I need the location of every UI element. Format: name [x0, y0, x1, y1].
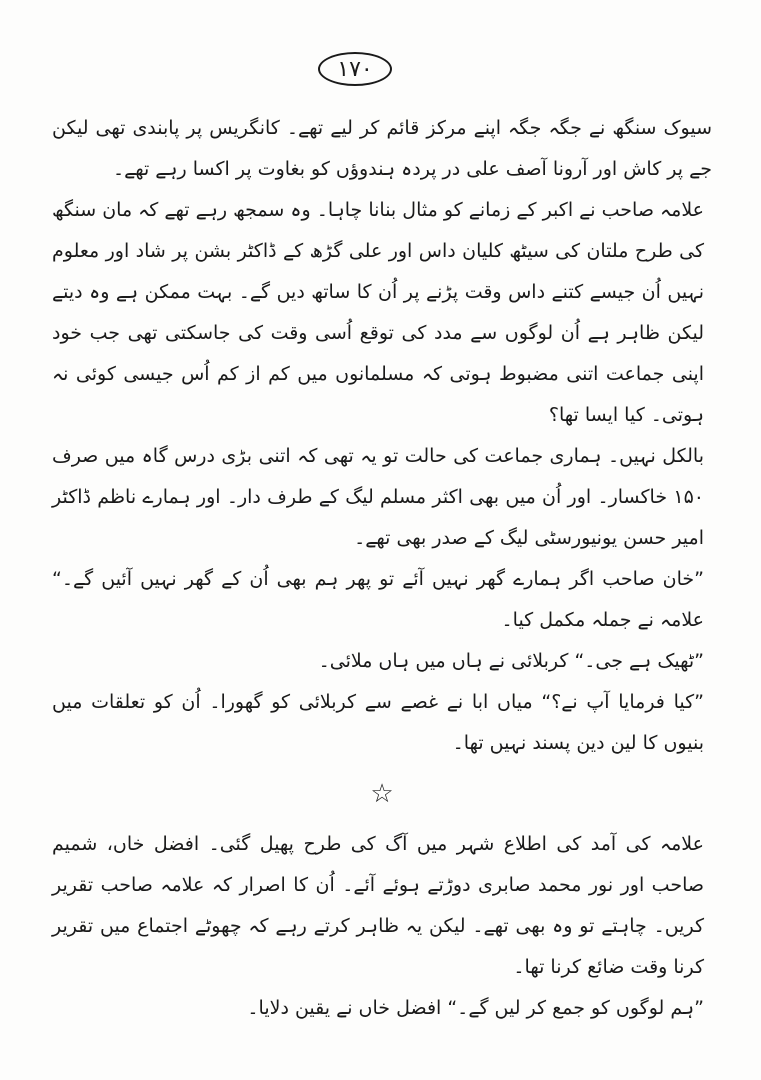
paragraph: علامہ صاحب نے اکبر کے زمانے کو مثال بنانا چاہا۔ وہ سمجھ رہے تھے کہ مان سنگھ کی طرح ملتان کی سیٹھ کلیان داس اور علی گڑھ کے ڈاکٹر بشن پر شاد اور معلوم نہیں اُن جیسے کتنے داس وقت پڑنے پر اُن کا ساتھ دیں گے۔ بہت ممکن ہے وہ دیتے لیکن ظاہر ہے اُن لوگوں سے مدد کی توقع اُسی وقت کی جاسکتی تھی جب خود اپنی جماعت اتنی مضبوط ہوتی کہ مسلمانوں میں کم از کم اُس جیسی کوئی نہ ہوتی۔ کیا ایسا تھا؟ — [52, 199, 704, 426]
page-number-badge — [318, 52, 392, 86]
paragraph: علامہ کی آمد کی اطلاع شہر میں آگ کی طرح پھیل گئی۔ افضل خاں، شمیم صاحب اور نور محمد صابری دوڑتے ہوئے آئے۔ اُن کا اصرار کہ علامہ صاحب تقریر کریں۔ چاہتے تو وہ بھی تھے۔ لیکن یہ ظاہر کرتے رہے کہ چھوٹے اجتماع میں تقریر کرنا وقت ضائع کرنا تھا۔ — [52, 833, 704, 978]
page-body — [52, 108, 712, 1029]
page-number: ۱۷۰ — [337, 56, 373, 82]
dialogue-paragraph: ”خان صاحب اگر ہمارے گھر نہیں آئے تو پھر ہم بھی اُن کے گھر نہیں آئیں گے۔“ علامہ نے جملہ مکمل کیا۔ — [52, 568, 704, 631]
dialogue-paragraph: ”ہم لوگوں کو جمع کر لیں گے۔“ افضل خاں نے یقین دلایا۔ — [247, 997, 704, 1019]
paragraph: بالکل نہیں۔ ہماری جماعت کی حالت تو یہ تھی کہ اتنی بڑی درس گاہ میں صرف ۱۵۰ خاکسار۔ اور اُن میں بھی اکثر مسلم لیگ کے طرف دار۔ اور ہمارے ناظم ڈاکٹر امیر حسن یونیورسٹی لیگ کے صدر بھی تھے۔ — [52, 445, 704, 549]
paragraph: سیوک سنگھ نے جگہ جگہ اپنے مرکز قائم کر لیے تھے۔ کانگریس پر پابندی تھی لیکن جے پر کاش اور آرونا آصف علی در پردہ ہندوؤں کو بغاوت پر اکسا رہے تھے۔ — [52, 117, 712, 180]
section-separator-star: ☆ — [370, 779, 394, 809]
dialogue-paragraph: ”کیا فرمایا آپ نے؟“ میاں ابا نے غصے سے کربلائی کو گھورا۔ اُن کو تعلقات میں بنیوں کا لین دین پسند نہیں تھا۔ — [52, 691, 704, 754]
dialogue-paragraph: ”ٹھیک ہے جی۔“ کربلائی نے ہاں میں ہاں ملائی۔ — [318, 650, 704, 672]
